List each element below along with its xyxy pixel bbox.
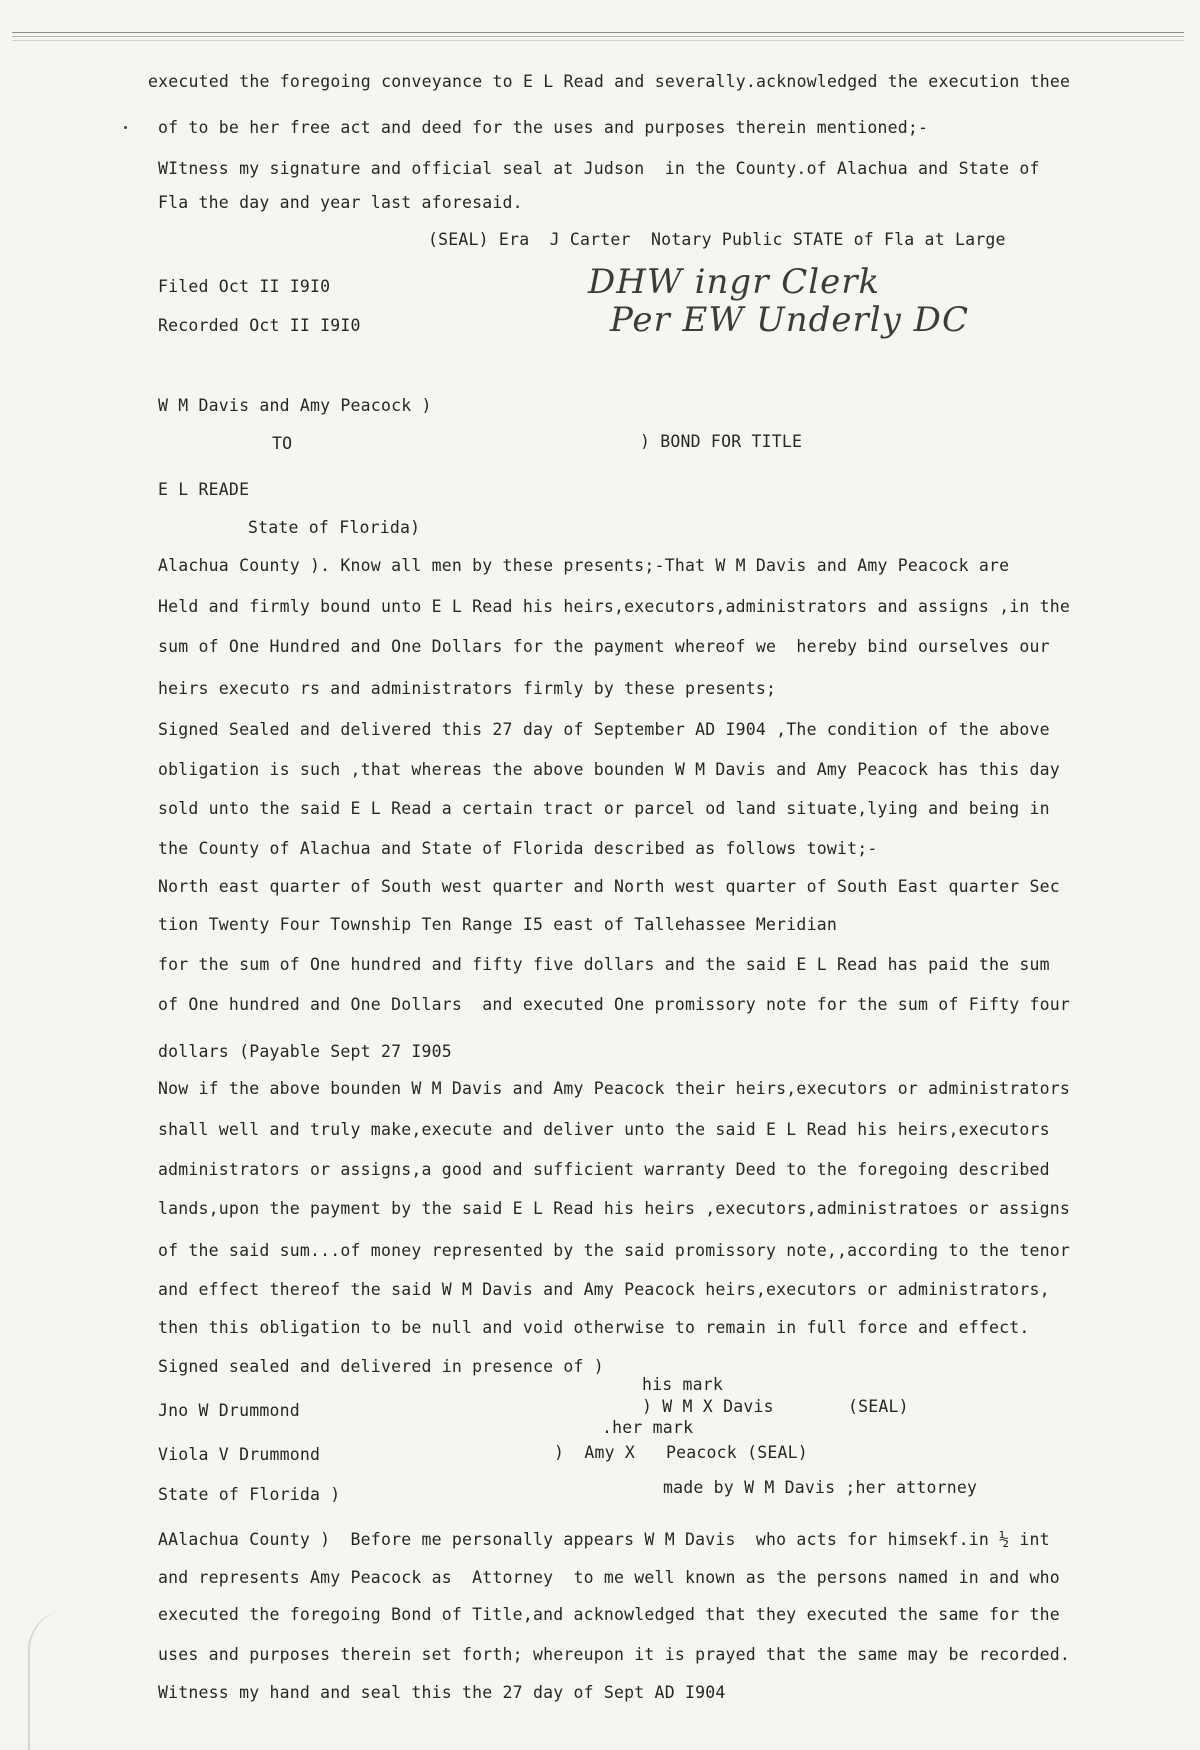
text-line: of the said sum...of money represented by the said promissory note,,according to the tenor bbox=[158, 1241, 1071, 1260]
text-line: obligation is such ,that whereas the above bounden W M Davis and Amy Peacock has this day bbox=[158, 760, 1060, 779]
grantee-line: E L READE bbox=[158, 480, 250, 499]
margin-dot bbox=[124, 126, 127, 129]
to-line: TO bbox=[272, 434, 293, 453]
text-line: sold unto the said E L Read a certain tract or parcel od land situate,lying and being in bbox=[158, 799, 1050, 818]
text-line: heirs executo rs and administrators firmly by these presents; bbox=[158, 679, 777, 698]
page-corner-curl bbox=[28, 1610, 90, 1750]
her-mark-label: .her mark bbox=[602, 1418, 694, 1437]
text-line: and represents Amy Peacock as Attorney to me well known as the persons named in and who bbox=[158, 1568, 1060, 1587]
filed-date: Filed Oct II I9I0 bbox=[158, 277, 331, 296]
text-line: and effect thereof the said W M Davis and Amy Peacock heirs,executors or administrators, bbox=[158, 1280, 1050, 1299]
clerk-handwritten-signature: DHW ingr Clerk bbox=[588, 262, 881, 302]
attorney-note: made by W M Davis ;her attorney bbox=[663, 1478, 978, 1497]
text-line: executed the foregoing Bond of Title,and acknowledged that they executed the same for the bbox=[158, 1605, 1060, 1624]
notary-signature-line: (SEAL) Era J Carter Notary Public STATE of Fla at Large bbox=[428, 230, 1006, 249]
text-line: Now if the above bounden W M Davis and Amy Peacock their heirs,executors or administrators bbox=[158, 1079, 1071, 1098]
text-line: Fla the day and year last aforesaid. bbox=[158, 193, 523, 212]
text-line: uses and purposes therein set forth; whereupon it is prayed that the same may be recorded. bbox=[158, 1645, 1071, 1664]
his-mark-label: his mark bbox=[642, 1375, 724, 1394]
text-line: of to be her free act and deed for the uses and purposes therein mentioned;- bbox=[158, 118, 929, 137]
text-line: sum of One Hundred and One Dollars for the payment whereof we hereby bind ourselves our bbox=[158, 637, 1050, 656]
document-heading: ) BOND FOR TITLE bbox=[640, 432, 803, 451]
state-line: State of Florida) bbox=[248, 518, 421, 537]
witness-name: Jno W Drummond bbox=[158, 1401, 300, 1420]
text-line: Held and firmly bound unto E L Read his heirs,executors,administrators and assigns ,in the bbox=[158, 597, 1071, 616]
party-line: W M Davis and Amy Peacock ) bbox=[158, 396, 432, 415]
text-line: Witness my hand and seal this the 27 day of Sept AD I904 bbox=[158, 1683, 726, 1702]
deputy-clerk-handwritten-signature: Per EW Underly DC bbox=[610, 300, 969, 340]
top-rule-2 bbox=[12, 36, 1184, 37]
land-description: North east quarter of South west quarter and North west quarter of South East quarter Sec bbox=[158, 877, 1060, 896]
text-line: lands,upon the payment by the said E L Read his heirs ,executors,administratoes or assigns bbox=[158, 1199, 1071, 1218]
seal-label: Peacock (SEAL) bbox=[666, 1443, 808, 1462]
seal-label: (SEAL) bbox=[848, 1397, 909, 1416]
text-line: WItness my signature and official seal at Judson in the County.of Alachua and State of bbox=[158, 159, 1040, 178]
witness-name: Viola V Drummond bbox=[158, 1445, 321, 1464]
text-line: AAlachua County ) Before me personally appears W M Davis who acts for himsekf.in ½ int bbox=[158, 1530, 1050, 1549]
signer-davis: ) W M X Davis bbox=[642, 1397, 774, 1416]
land-description: tion Twenty Four Township Ten Range I5 east of Tallehassee Meridian bbox=[158, 915, 837, 934]
text-line: of One hundred and One Dollars and executed One promissory note for the sum of Fifty four bbox=[158, 995, 1071, 1014]
text-line: administrators or assigns,a good and sufficient warranty Deed to the foregoing described bbox=[158, 1160, 1050, 1179]
text-line: executed the foregoing conveyance to E L Read and severally.acknowledged the execution thee bbox=[148, 72, 1071, 91]
signer-peacock: ) Amy X bbox=[554, 1443, 636, 1462]
recorded-date: Recorded Oct II I9I0 bbox=[158, 316, 361, 335]
text-line: for the sum of One hundred and fifty five dollars and the said E L Read has paid the sum bbox=[158, 955, 1050, 974]
witness-heading: Signed sealed and delivered in presence of ) bbox=[158, 1357, 604, 1376]
text-line: shall well and truly make,execute and deliver unto the said E L Read his heirs,executors bbox=[158, 1120, 1050, 1139]
text-line: Alachua County ). Know all men by these presents;-That W M Davis and Amy Peacock are bbox=[158, 556, 1010, 575]
top-rule bbox=[12, 32, 1184, 33]
text-line: Signed Sealed and delivered this 27 day of September AD I904 ,The condition of the above bbox=[158, 720, 1050, 739]
state-line: State of Florida ) bbox=[158, 1485, 341, 1504]
text-line: then this obligation to be null and void otherwise to remain in full force and effect. bbox=[158, 1318, 1030, 1337]
top-rule-3 bbox=[12, 40, 1184, 41]
text-line: dollars (Payable Sept 27 I905 bbox=[158, 1042, 452, 1061]
text-line: the County of Alachua and State of Florida described as follows towit;- bbox=[158, 839, 878, 858]
